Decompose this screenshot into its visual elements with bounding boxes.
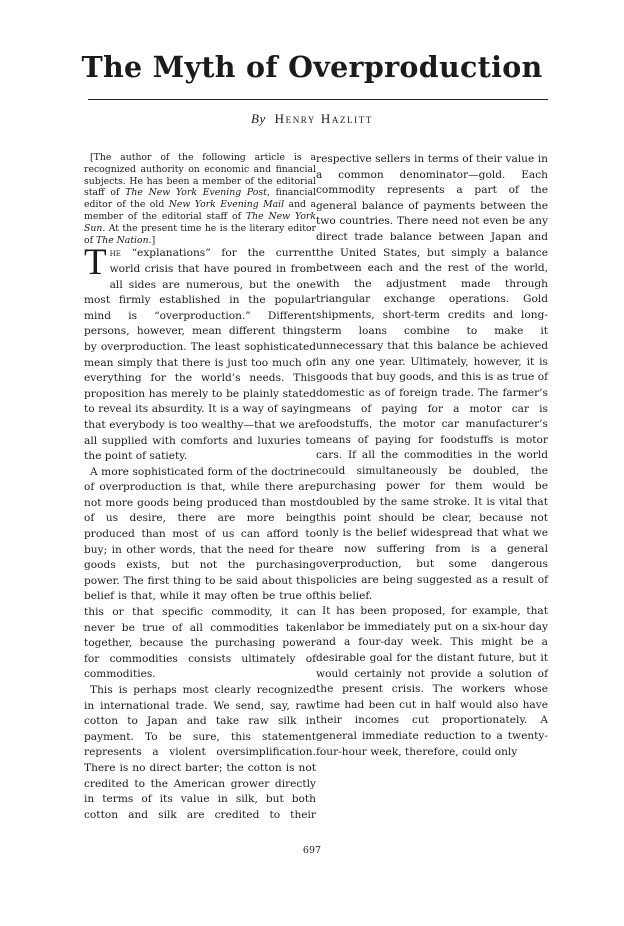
paragraph-3-continued: respective sellers in terms of their value in a common denominator—gold. Each commodity represents a part of the general balance of payments between the two countries. There need not even be any direct trade balance between Japan and the United States, but simply a balance between each and the rest of the world, with the adjustment made through triangular exchange operations. Gold shipments, short-term credits and long-term loans combine to make it unnecessary that this balance be achieved in any one year. Ultimately, however, it is goods that buy goods, and this is as true of domestic as of foreign trade. The farmer’s means of paying for a motor car is foodstuffs, the motor car manufacturer’s means of paying for foodstuffs is motor cars. If all the commodities in the world could simultaneously be doubled, the purchasing power for them would be doubled by the same stroke. It is vital that this point should be clear, because not only is the belief widespread that what we are now suffering from is a general overproduction, but some dangerous policies are being suggested as a result of this belief. xyxy=(316,153,548,602)
author-name: Henry Hazlitt xyxy=(274,111,373,126)
right-column xyxy=(316,152,548,760)
byline-prefix: By xyxy=(251,111,266,126)
title-rule xyxy=(88,99,548,100)
publication-name: New York Evening Mail xyxy=(168,199,285,211)
publication-name: The New York Evening Post, xyxy=(125,187,270,199)
paragraph-3: This is perhaps most clearly recognized in international trade. We send, say, raw cotton to Japan and take raw silk in payment. To be sure, this statement represents a violent oversimplification. There is no direct barter; the cotton is not credited to the American grower directly in terms of its value in silk, but both cotton and silk are credited to their xyxy=(84,684,316,821)
byline xyxy=(0,111,624,127)
lead-word: he xyxy=(109,247,121,260)
article-title: The Myth of Overproduction xyxy=(81,50,543,84)
paragraph-4: It has been proposed, for example, that labor be immediately put on a six-hour day and a four-day week. This might be a desirable goal for the distant future, but it would certainly not provide a solution of the present crisis. The workers whose time had been cut in half would also have their incomes cut proportionately. A general immediate reduction to a twenty-four-hour week, therefore, could only xyxy=(316,605,548,758)
paragraph-1: The “explanations” for the current world crisis that have poured in from all sides are numerous, but the one most firmly established in the popular mind is “overproduction.” Different persons, however, mean different things by overproduction. The least sophisticated mean simply that there is just too much of everything for the world’s needs. This proposition has merely to be plainly stated to reveal its absurdity. It is a way of saying that everybody is too wealthy—that we are all supplied with comforts and luxuries to the point of satiety. xyxy=(84,242,316,463)
left-column xyxy=(84,152,316,823)
drop-cap: T xyxy=(84,242,107,284)
publication-name: The New York Sun. xyxy=(84,210,316,234)
publication-name: The Nation. xyxy=(96,234,152,246)
paragraph-2: A more sophisticated form of the doctrine of overproduction is that, while there are not more goods being produced than most of us desire, there are more being produced than most of us can afford to buy; in other words, that the need for the goods exists, but not the purchasing power. The first thing to be said about this belief is that, while it may often be true of this or that specific commodity, it can never be true of all commodities taken together, because the purchasing power for commodities consists ultimately of commodities. xyxy=(84,465,316,681)
editor-note: [The author of the following article is a recognized authority on economic and financial subjects. He has been a member of the editorial staff of The New York Evening Post, financial editor of the old New York Evening Mail and a member of the editorial staff of The New York Sun. At the present time he is the literary editor of The Nation.] xyxy=(84,152,316,246)
page-number: 697 xyxy=(302,845,322,856)
